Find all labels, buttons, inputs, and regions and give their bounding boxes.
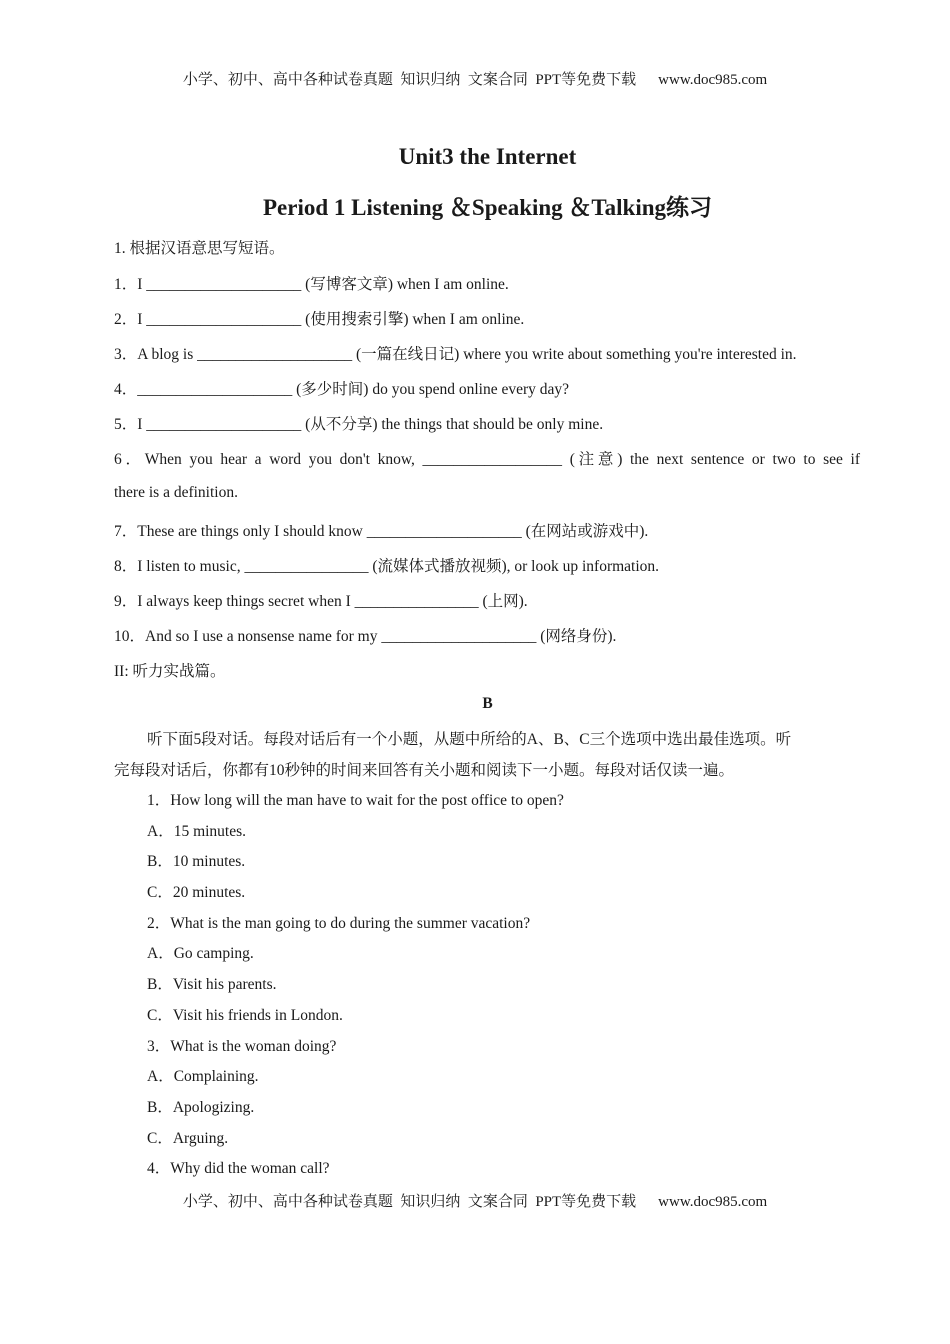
page-footer [0,1190,950,1211]
exercise-item: 8．I listen to music, ________________ (流媒体式播放视频), or look up information. [114,558,660,575]
page-header [0,68,950,89]
part-label: B [482,695,493,712]
exercise-item: 10．And so I use a nonsense name for my ____________________ (网络身份). [114,628,617,645]
exercise-item: 7．These are things only I should know ____________________ (在网站或游戏中). [114,523,649,540]
footer-url[interactable]: www.doc985.com [658,1194,768,1210]
exercise-item: 9．I always keep things secret when I ________________ (上网). [114,593,528,610]
question: 3．What is the woman doing? [147,1038,337,1055]
section-1-heading: 1. 根据汉语意思写短语。 [114,240,285,257]
exercise-item: 3．A blog is ____________________ (一篇在线日记) where you write about something you're interested in. [114,346,797,363]
option: A．Go camping. [147,945,254,962]
option: A．Complaining. [147,1068,259,1085]
title-unit: Unit3 the Internet [398,144,577,169]
option: B．Visit his parents. [147,976,277,993]
option: B．Apologizing. [147,1099,255,1116]
exercise-item: 6．When you hear a word you don't know, __________________ (注意) the next sentence or two to see if [114,451,860,468]
header-url[interactable]: www.doc985.com [658,72,768,88]
option: C．20 minutes. [147,884,246,901]
question: 1．How long will the man have to wait for the post office to open? [147,792,564,809]
exercise-item: 4．____________________ (多少时间) do you spend online every day? [114,381,570,398]
exercise-item: 5．I ____________________ (从不分享) the things that should be only mine. [114,416,604,433]
option: C．Arguing. [147,1130,229,1147]
footer-text: 小学、初中、高中各种试卷真题 知识归纳 文案合同 PPT等免费下载 [182,1194,637,1210]
instructions-line: 完每段对话后，你都有10秒钟的时间来回答有关小题和阅读下一小题。每段对话仅读一遍。 [114,762,735,779]
title-period: Period 1 Listening ＆Speaking ＆Talking练习 [262,195,713,220]
option: A．15 minutes. [147,823,247,840]
section-2-heading: II: 听力实战篇。 [114,663,226,680]
question: 2．What is the man going to do during the summer vacation? [147,915,531,932]
option: B．10 minutes. [147,853,246,870]
header-text: 小学、初中、高中各种试卷真题 知识归纳 文案合同 PPT等免费下载 [182,72,637,88]
option: C．Visit his friends in London. [147,1007,343,1024]
exercise-item: 2．I ____________________ (使用搜索引擎) when I am online. [114,311,525,328]
exercise-item: 1．I ____________________ (写博客文章) when I am online. [114,276,509,293]
instructions-line: 听下面5段对话。每段对话后有一个小题，从题中所给的A、B、C三个选项中选出最佳选项。听 [147,731,792,748]
exercise-item-continuation: there is a definition. [114,484,238,501]
question: 4．Why did the woman call? [147,1160,330,1177]
